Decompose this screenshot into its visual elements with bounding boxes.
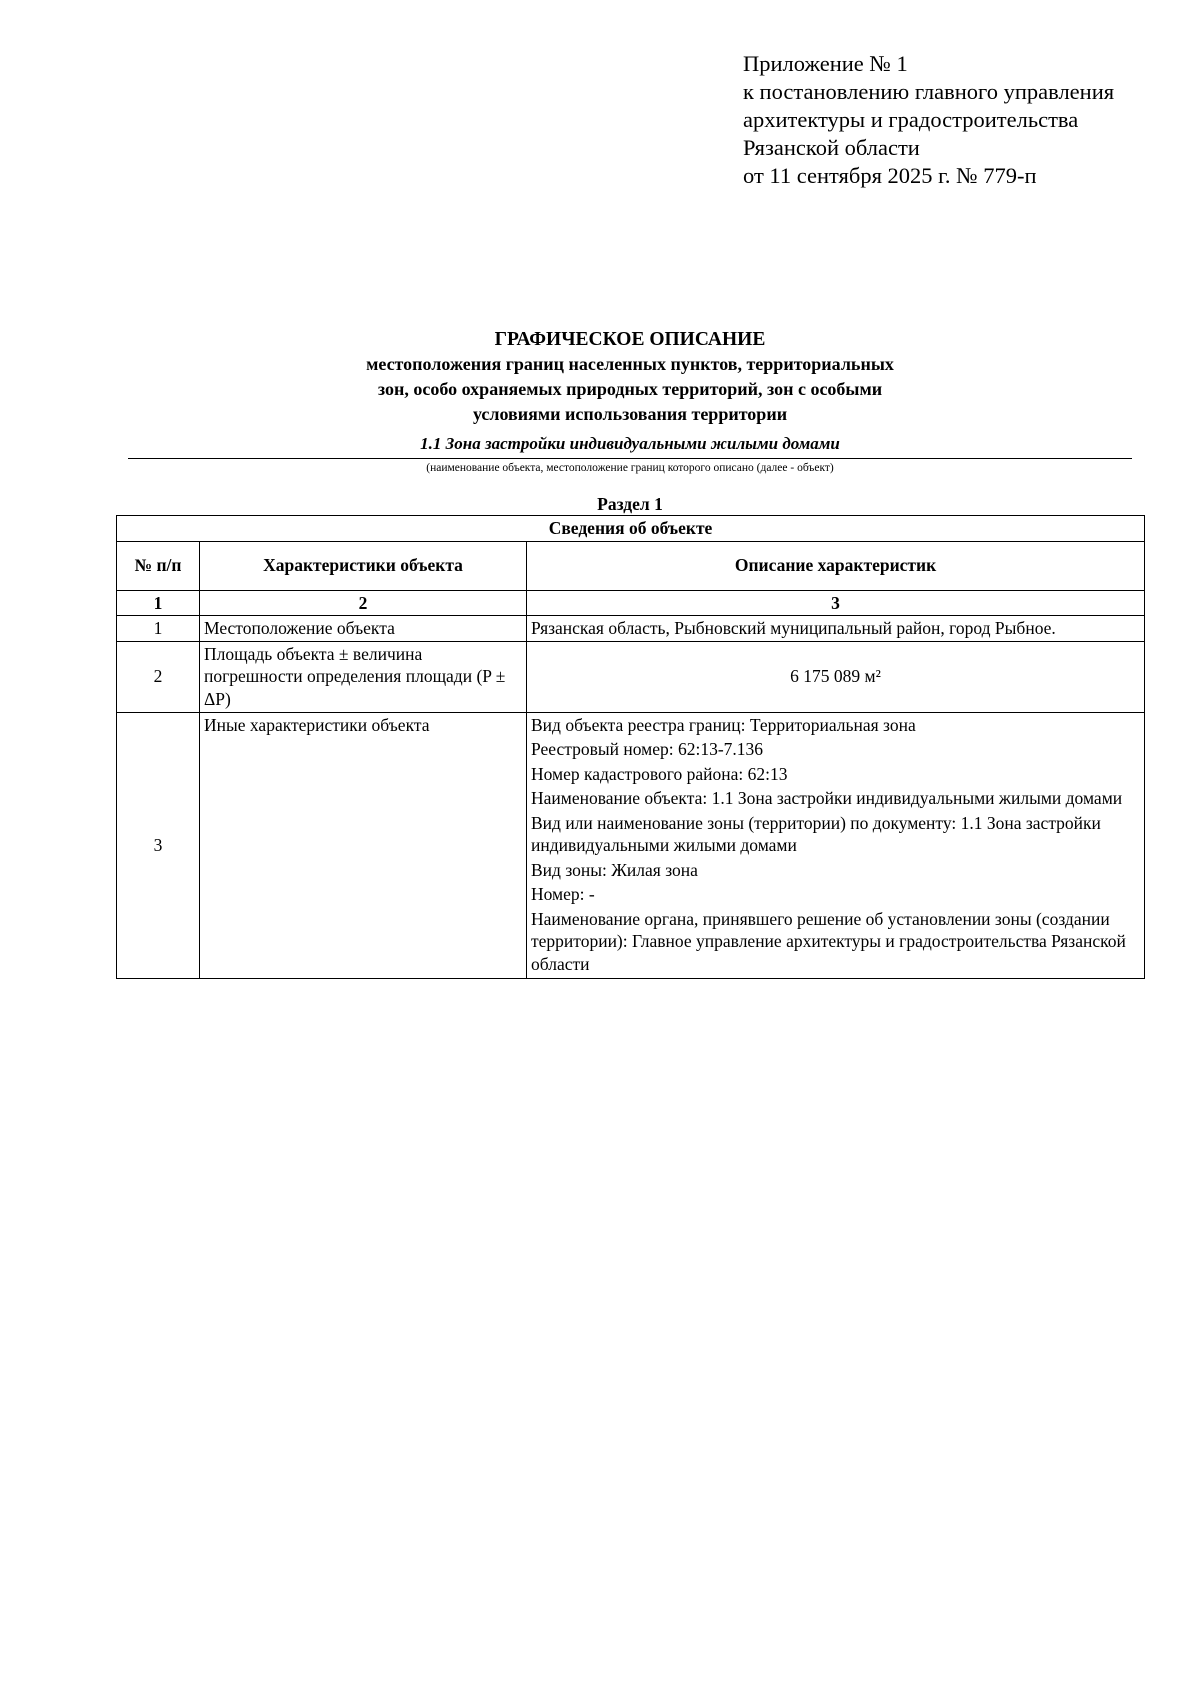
- column-number: 3: [527, 590, 1145, 616]
- row-number: 3: [117, 712, 200, 979]
- object-caption: (наименование объекта, местоположение границ которого описано (далее - объект): [426, 462, 834, 474]
- description-paragraph: Наименование объекта: 1.1 Зона застройки индивидуальными жилыми домами: [531, 788, 1123, 808]
- object-info-table: [116, 515, 1145, 979]
- description-paragraph: Реестровый номер: 62:13-7.136: [531, 739, 764, 759]
- row-number: 1: [117, 616, 200, 642]
- object-name: 1.1 Зона застройки индивидуальными жилыми домами: [420, 434, 840, 453]
- section-title: Раздел 1: [597, 494, 663, 514]
- table-caption-row: [117, 516, 1145, 542]
- description-paragraph: Вид объекта реестра границ: Территориальная зона: [531, 714, 916, 735]
- title-main: ГРАФИЧЕСКОЕ ОПИСАНИЕ: [494, 329, 766, 350]
- header-description: Описание характеристик: [527, 541, 1145, 590]
- appendix-line: Приложение № 1: [743, 51, 908, 76]
- table-row: [117, 712, 1145, 979]
- description-paragraph: Вид зоны: Жилая зона: [531, 859, 698, 880]
- row-description: 6 175 089 м²: [527, 641, 1145, 712]
- row-characteristic: Площадь объекта ± величина погрешности определения площади (P ± ΔP): [200, 641, 527, 712]
- column-number: 1: [117, 590, 200, 616]
- table-row: [117, 616, 1145, 642]
- row-characteristic: Местоположение объекта: [200, 616, 527, 642]
- header-num: № п/п: [117, 541, 200, 590]
- description-paragraph: Наименование органа, принявшего решение об установлении зоны (создании территории): Главное управление архитектуры и градостроительства Рязанской области: [531, 908, 1126, 974]
- header-characteristic: Характеристики объекта: [200, 541, 527, 590]
- appendix-block: [743, 50, 1114, 190]
- row-number: 2: [117, 641, 200, 712]
- row-description: Рязанская область, Рыбновский муниципальный район, город Рыбное.: [527, 616, 1145, 642]
- table-caption: Сведения об объекте: [117, 516, 1145, 542]
- row-description: [527, 712, 1145, 979]
- title-sub-line: условиями использования территории: [472, 404, 788, 424]
- row-characteristic: Иные характеристики объекта: [200, 712, 527, 979]
- table-row: [117, 641, 1145, 712]
- appendix-line: от 11 сентября 2025 г. № 779-п: [743, 163, 1037, 188]
- appendix-line: к постановлению главного управления: [743, 79, 1115, 104]
- description-paragraph: Номер кадастрового района: 62:13: [531, 763, 788, 784]
- object-name-underline: [128, 458, 1132, 459]
- description-paragraph: Вид или наименование зоны (территории) по документу: 1.1 Зона застройки индивидуальными жилыми домами: [531, 812, 1101, 855]
- appendix-line: архитектуры и градостроительства: [743, 107, 1079, 132]
- column-number-row: [117, 590, 1145, 616]
- column-number: 2: [200, 590, 527, 616]
- appendix-line: Рязанской области: [743, 135, 920, 160]
- description-paragraph: Номер: -: [531, 884, 595, 904]
- document-title: [128, 327, 1132, 427]
- table-header-row: [117, 541, 1145, 590]
- title-sub-line: зон, особо охраняемых природных территорий, зон с особыми: [377, 379, 883, 399]
- title-sub-line: местоположения границ населенных пунктов, территориальных: [366, 354, 894, 374]
